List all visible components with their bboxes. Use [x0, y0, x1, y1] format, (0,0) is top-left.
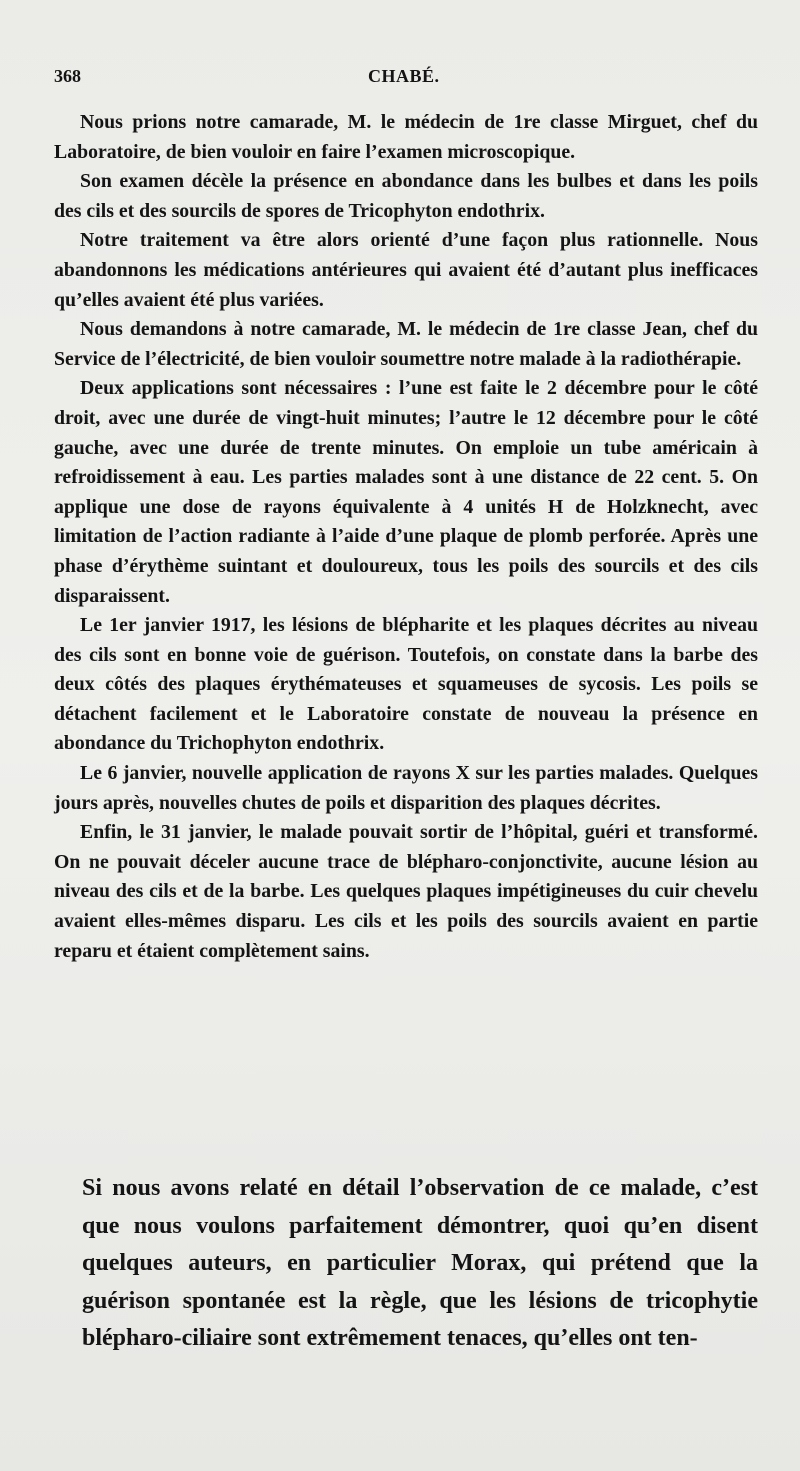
paragraph: Nous prions notre camarade, M. le médecin de 1re classe Mirguet, chef du Laboratoire, de bien vouloir en faire l’examen microscopique. — [54, 111, 758, 163]
main-text — [54, 108, 758, 966]
paragraph: Nous demandons à notre camarade, M. le médecin de 1re classe Jean, chef du Service de l’électricité, de bien vouloir soumettre notre malade à la radiothérapie. — [54, 318, 758, 370]
closing-paragraph: Si nous avons relaté en détail l’observation de ce malade, c’est que nous voulons parfaitement démontrer, quoi qu’en disent quelques auteurs, en particulier Morax, qui prétend que la guérison spontanée est la règle, que les lésions de tricophytie blépharo-ciliaire sont extrêmement tenaces, qu’elles ont ten- — [82, 1175, 758, 1352]
running-title: CHABÉ. — [368, 66, 440, 86]
paragraph: Deux applications sont nécessaires : l’une est faite le 2 décembre pour le côté droit, avec une durée de vingt-huit minutes; l’autre le 12 décembre pour le côté gauche, avec une durée de trente minutes. On emploie un tube américain à refroidissement à eau. Les parties malades sont à une distance de 22 cent. 5. On applique une dose de rayons équivalente à 4 unités H de Holzknecht, avec limitation de l’action radiante à l’aide d’une plaque de plomb perforée. Après une phase d’érythème suintant et douloureux, tous les poils des sourcils et des cils disparaissent. — [54, 377, 758, 607]
paragraph: Le 6 janvier, nouvelle application de rayons X sur les parties malades. Quelques jours après, nouvelles chutes de poils et disparition des plaques décrites. — [54, 762, 758, 814]
closing-section — [82, 1170, 758, 1358]
paragraph: Le 1er janvier 1917, les lésions de blépharite et les plaques décrites au niveau des cils sont en bonne voie de guérison. Toutefois, on constate dans la barbe des deux côtés des plaques érythémateuses et squameuses de sycosis. Les poils se détachent facilement et le Laboratoire constate de nouveau la présence en abondance du Trichophyton endothrix. — [54, 614, 758, 755]
paragraph: Notre traitement va être alors orienté d’une façon plus rationnelle. Nous abandonnons les médications antérieures qui avaient été d’autant plus inefficaces qu’elles avaient été plus variées. — [54, 229, 758, 311]
page-header — [54, 66, 758, 96]
paragraph: Son examen décèle la présence en abondance dans les bulbes et dans les poils des cils et des sourcils de spores de Tricophyton endothrix. — [54, 170, 758, 222]
paragraph: Enfin, le 31 janvier, le malade pouvait sortir de l’hôpital, guéri et transformé. On ne pouvait déceler aucune trace de blépharo-conjonctivite, aucune lésion au niveau des cils et de la barbe. Les quelques plaques impétigineuses du cuir chevelu avaient elles-mêmes disparu. Les cils et les poils des sourcils avaient en partie reparu et étaient complètement sains. — [54, 821, 758, 962]
page-number: 368 — [54, 66, 81, 86]
